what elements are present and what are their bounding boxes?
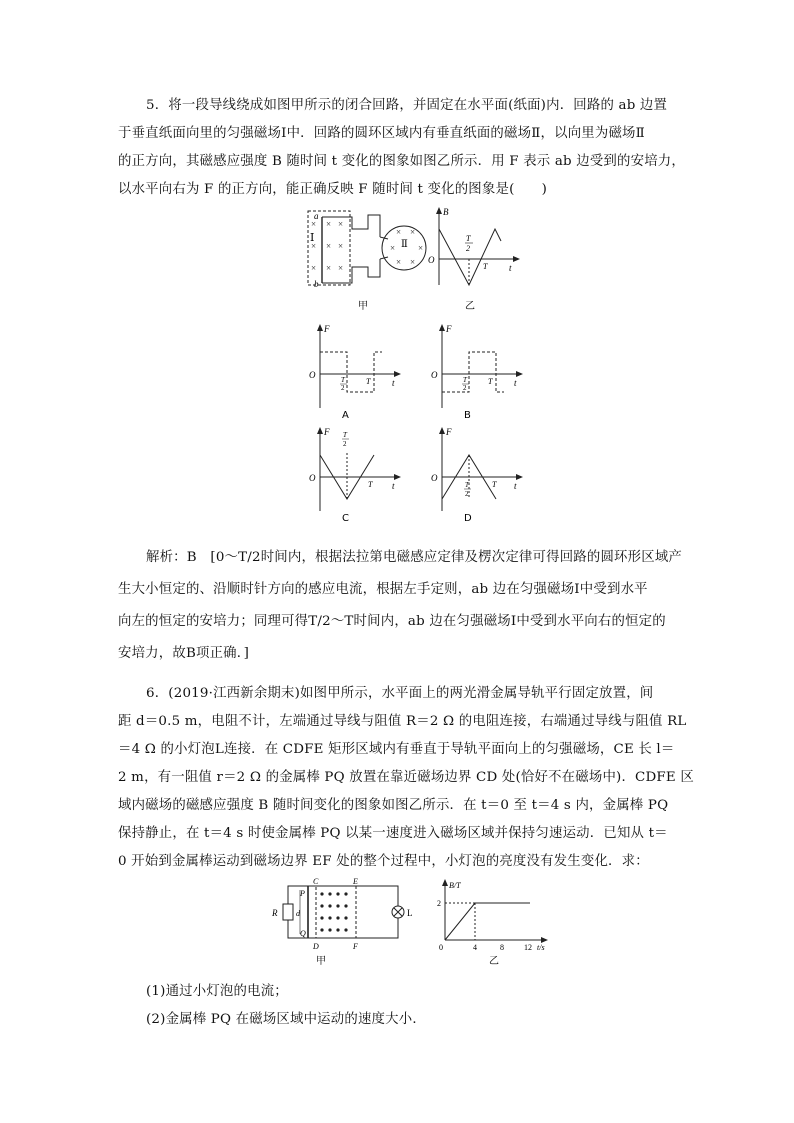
axis-x: t <box>509 263 512 273</box>
origin: O <box>309 370 316 380</box>
tick-x-12: 12 <box>524 943 532 952</box>
svg-text:T: T <box>463 376 467 384</box>
svg-text:×: × <box>338 219 344 229</box>
svg-text:×: × <box>311 241 317 251</box>
q6-subquestions <box>118 978 678 1034</box>
label-R: R <box>272 908 278 918</box>
svg-text:×: × <box>311 219 317 229</box>
svg-text:×: × <box>390 243 396 253</box>
tick-x-0: 0 <box>439 943 443 952</box>
option-letter: B <box>464 410 471 421</box>
axis-y: F <box>324 427 330 437</box>
axis-y: F <box>324 324 330 334</box>
svg-text:2: 2 <box>341 384 345 392</box>
label-P: P <box>300 889 305 898</box>
option-a-graph <box>300 322 410 422</box>
svg-text:×: × <box>396 227 402 237</box>
origin: O <box>431 370 438 380</box>
svg-text:×: × <box>410 227 416 237</box>
tick-T2-den: 2 <box>466 244 470 253</box>
tick-T2-num: T <box>466 234 471 243</box>
q6-line: ＝4 Ω 的小灯泡L连接．在 CDFE 矩形区域内有垂直于导轨平面向上的匀强磁场，CE 长 l＝ <box>118 742 675 757</box>
svg-text:×: × <box>396 257 402 267</box>
axis-y-label: B/T <box>449 881 461 890</box>
svg-text:T: T <box>465 481 469 489</box>
origin: O <box>428 255 435 265</box>
option-d-graph <box>422 425 532 525</box>
tick-y-2: 2 <box>437 899 441 908</box>
axis-x: t <box>392 378 395 388</box>
svg-text:2: 2 <box>463 384 467 392</box>
label-L: L <box>407 908 413 918</box>
label-Q: Q <box>300 929 306 938</box>
label-D: D <box>313 942 319 951</box>
q5-line: 于垂直纸面向里的匀强磁场Ⅰ中．回路的圆环区域内有垂直纸面的磁场Ⅱ，以向里为磁场Ⅱ <box>118 126 645 141</box>
f-curve <box>320 352 382 392</box>
analysis-line: 向左的恒定的安培力；同理可得T/2～T时间内，ab 边在匀强磁场Ⅰ中受到水平向右的恒定的 <box>118 614 666 629</box>
label-II: Ⅱ <box>401 239 408 250</box>
tick-T: T <box>492 480 497 489</box>
analysis-line: 生大小恒定的、沿顺时针方向的感应电流，根据左手定则，ab 边在匀强磁场Ⅰ中受到水平 <box>118 582 648 597</box>
axis-x: t <box>514 481 517 491</box>
label-b: b <box>314 279 319 289</box>
option-letter: C <box>342 513 349 524</box>
svg-text:×: × <box>326 241 332 251</box>
sub-question: (2)金属棒 PQ 在磁场区域中运动的速度大小． <box>146 1012 426 1027</box>
label-d: d <box>296 909 300 918</box>
option-b-graph <box>422 322 532 422</box>
q5-analysis <box>118 542 683 670</box>
q6-line: 0 开始到金属棒运动到磁场边界 EF 处的整个过程中，小灯泡的亮度没有发生变化．求： <box>118 854 649 869</box>
q5-line: 5．将一段导线绕成如图甲所示的闭合回路，并固定在水平面(纸面)内．回路的 ab 边置 <box>146 98 668 113</box>
origin: O <box>431 473 438 483</box>
label-a: a <box>314 211 319 221</box>
axis-y: B <box>443 207 449 217</box>
q6-line: 2 m，有一阻值 r＝2 Ω 的金属棒 PQ 放置在靠近磁场边界 CD 处(恰好不在磁场中)．CDFE 区 <box>118 770 694 785</box>
q5-figure-yi <box>425 205 525 320</box>
q5-line: 的正方向，其磁感应强度 B 随时间 t 变化的图象如图乙所示．用 F 表示 ab 边受到的安培力， <box>118 154 685 169</box>
tick-T: T <box>368 480 373 489</box>
caption-jia: 甲 <box>358 301 368 312</box>
q5-text <box>118 92 685 204</box>
q5-line: 以水平向右为 F 的正方向，能正确反映 F 随时间 t 变化的图象是( ) <box>118 182 548 197</box>
svg-text:2: 2 <box>343 440 347 448</box>
axis-x: t <box>514 378 517 388</box>
svg-text:T: T <box>343 431 347 439</box>
svg-text:×: × <box>326 263 332 273</box>
svg-text:×: × <box>311 263 317 273</box>
svg-text:×: × <box>410 257 416 267</box>
f-curve <box>442 352 504 392</box>
axis-x-label: t/s <box>537 943 545 952</box>
tick-T: T <box>488 377 493 386</box>
tick-x-8: 8 <box>500 943 504 952</box>
q5-figure-jia <box>300 205 435 320</box>
b-curve <box>445 903 530 940</box>
svg-text:×: × <box>338 241 344 251</box>
caption-yi: 乙 <box>489 956 499 967</box>
svg-text:×: × <box>338 263 344 273</box>
svg-text:×: × <box>326 219 332 229</box>
option-c-graph <box>300 425 410 525</box>
tick-T: T <box>366 377 371 386</box>
q6-line: 保持静止，在 t＝4 s 时使金属棒 PQ 以某一速度进入磁场区域并保持匀速运动．已知从 t＝ <box>118 826 668 841</box>
tick-T: T <box>483 262 488 271</box>
q6-text <box>118 680 694 876</box>
q6-figure-jia <box>268 876 418 968</box>
axis-x: t <box>392 481 395 491</box>
analysis-line: 解析：B [0～T/2时间内，根据法拉第电磁感应定律及楞次定律可得回路的圆环形区域产 <box>146 550 683 565</box>
caption-yi: 乙 <box>465 301 475 312</box>
label-C: C <box>313 877 319 886</box>
axis-y: F <box>446 324 452 334</box>
label-E: E <box>353 877 358 886</box>
option-letter: D <box>464 513 472 524</box>
tick-x-4: 4 <box>473 943 477 952</box>
q6-figure-yi <box>425 876 560 968</box>
q6-line: 域内磁场的磁感应强度 B 随时间变化的图象如图乙所示．在 t＝0 至 t＝4 s 内，金属棒 PQ <box>118 798 669 813</box>
caption-jia: 甲 <box>316 956 326 967</box>
sub-question: (1)通过小灯泡的电流； <box>146 984 288 999</box>
label-F: F <box>353 942 358 951</box>
axis-y: F <box>446 427 452 437</box>
resistor-R <box>283 904 293 920</box>
option-letter: A <box>342 410 349 421</box>
origin: O <box>309 473 316 483</box>
svg-text:×: × <box>418 243 424 253</box>
q6-line: 距 d＝0.5 m，电阻不计，左端通过导线与阻值 R＝2 Ω 的电阻连接，右端通过导线与阻值 RL <box>118 714 687 729</box>
analysis-line: 安培力，故B项正确．] <box>118 646 250 661</box>
svg-text:T: T <box>341 376 345 384</box>
q6-line: 6．(2019·江西新余期末)如图甲所示，水平面上的两光滑金属导轨平行固定放置，间 <box>146 686 654 701</box>
label-I: Ⅰ <box>310 232 315 244</box>
svg-text:2: 2 <box>465 490 469 498</box>
